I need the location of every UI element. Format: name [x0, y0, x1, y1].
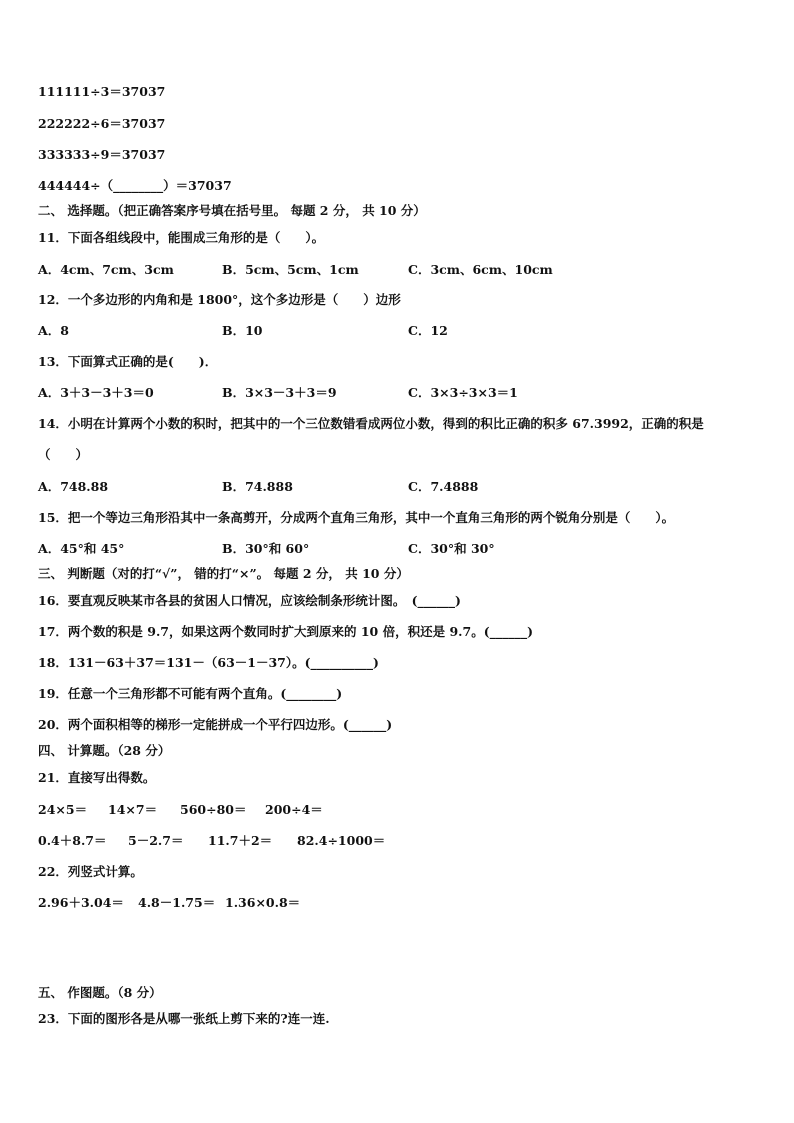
calc-item: 24×5＝	[38, 802, 88, 817]
question-11: 11．下面各组线段中，能围成三角形的是（ ）。	[38, 230, 325, 245]
vertical-calc-item: 4.8－1.75＝	[138, 895, 216, 910]
pattern-line-3: 333333÷9＝37037	[38, 147, 166, 162]
judge-20: 20．两个面积相等的梯形一定能拼成一个平行四边形。(______)	[38, 717, 393, 732]
question-12: 12．一个多边形的内角和是 1800°，这个多边形是（ ）边形	[38, 292, 401, 307]
judge-16: 16．要直观反映某市各县的贫困人口情况，应该绘制条形统计图。 (______)	[38, 593, 461, 608]
q15-option-a: A．45°和 45°	[38, 541, 125, 556]
q11-option-a: A．4cm、7cm、3cm	[38, 262, 174, 277]
q12-option-a: A．8	[38, 323, 69, 338]
calc-item: 11.7＋2＝	[208, 833, 273, 848]
q13-option-c: C．3×3÷3×3＝1	[408, 385, 518, 400]
vertical-calc-item: 2.96＋3.04＝	[38, 895, 124, 910]
q11-option-c: C．3cm、6cm、10cm	[408, 262, 553, 277]
judge-19: 19．任意一个三角形都不可能有两个直角。(________)	[38, 686, 343, 701]
calc-item: 0.4＋8.7＝	[38, 833, 107, 848]
question-23: 23．下面的图形各是从哪一张纸上剪下来的?连一连.	[38, 1011, 330, 1026]
pattern-line-1: 111111÷3＝37037	[38, 84, 166, 99]
calc-item: 5－2.7＝	[128, 833, 184, 848]
section-2-title: 二、 选择题。（把正确答案序号填在括号里。 每题 2 分， 共 10 分）	[38, 203, 426, 218]
q13-option-a: A．3＋3－3＋3＝0	[38, 385, 154, 400]
q15-option-c: C．30°和 30°	[408, 541, 495, 556]
question-22: 22．列竖式计算。	[38, 864, 143, 879]
q12-option-b: B．10	[222, 323, 263, 338]
question-13: 13．下面算式正确的是( )．	[38, 354, 218, 369]
q14-option-b: B．74.888	[222, 479, 293, 494]
judge-18: 18．131－63＋37＝131－（63－1－37）。(__________)	[38, 655, 379, 670]
calc-item: 560÷80＝	[180, 802, 247, 817]
q12-option-c: C．12	[408, 323, 448, 338]
q14-option-c: C．7.4888	[408, 479, 479, 494]
question-14-blank: （ ）	[38, 447, 89, 462]
q15-option-b: B．30°和 60°	[222, 541, 310, 556]
section-5-title: 五、 作图题。（8 分）	[38, 985, 162, 1000]
q14-option-a: A．748.88	[38, 479, 109, 494]
pattern-line-4: 444444÷（________）＝37037	[38, 178, 232, 193]
question-14: 14．小明在计算两个小数的积时，把其中的一个三位数错看成两位小数，得到的积比正确的积多 67.3992，正确的积是	[38, 416, 704, 431]
judge-17: 17．两个数的积是 9.7，如果这两个数同时扩大到原来的 10 倍，积还是 9.7。(______)	[38, 624, 534, 639]
pattern-line-2: 222222÷6＝37037	[38, 116, 166, 131]
question-21: 21．直接写出得数。	[38, 770, 156, 785]
calc-item: 200÷4＝	[265, 802, 323, 817]
q11-option-b: B．5cm、5cm、1cm	[222, 262, 359, 277]
calc-item: 14×7＝	[108, 802, 158, 817]
calc-item: 82.4÷1000＝	[297, 833, 386, 848]
question-15: 15．把一个等边三角形沿其中一条高剪开，分成两个直角三角形，其中一个直角三角形的两个锐角分别是（ ）。	[38, 510, 675, 525]
section-4-title: 四、 计算题。（28 分）	[38, 743, 171, 758]
vertical-calc-item: 1.36×0.8＝	[225, 895, 301, 910]
q13-option-b: B．3×3－3＋3＝9	[222, 385, 337, 400]
section-3-title: 三、 判断题（对的打“√”， 错的打“×”。 每题 2 分， 共 10 分）	[38, 566, 409, 581]
